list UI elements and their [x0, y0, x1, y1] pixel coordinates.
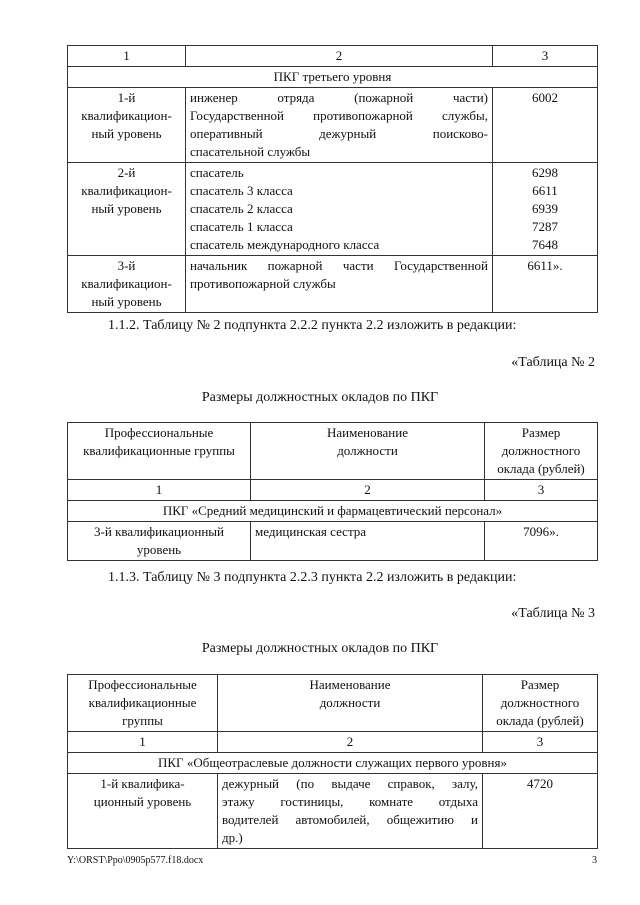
col-number: 3: [485, 480, 598, 501]
header-salary: Размер должностного оклада (рублей): [485, 423, 598, 480]
header-position: Наименование должности: [218, 675, 483, 732]
table-row: [68, 163, 598, 256]
page-number: 3: [592, 855, 597, 866]
table-1-group-row: [68, 67, 598, 88]
salary: 6298 6611 6939 7287 7648: [493, 163, 598, 256]
position-name: инженер отряда (пожарной части) Государственной противопожарной службы, оперативный дежурный поисково- спасательной службы: [186, 88, 493, 163]
col-number: 3: [483, 732, 598, 753]
col-number: 1: [68, 46, 186, 67]
table-3-number-row: [68, 732, 598, 753]
header-groups: Профессиональные квалификационные группы: [68, 423, 251, 480]
table-3: [67, 674, 598, 849]
col-number: 2: [186, 46, 493, 67]
table-2-header-row: [68, 423, 598, 480]
table-3-label: «Таблица № 3: [511, 606, 595, 621]
col-number: 2: [218, 732, 483, 753]
col-number: 1: [68, 480, 251, 501]
col-number: 3: [493, 46, 598, 67]
table-2-group-row: [68, 501, 598, 522]
table-2: [67, 422, 598, 561]
position-name: спасатель спасатель 3 класса спасатель 2 класса спасатель 1 класса спасатель международного класса: [186, 163, 493, 256]
col-number: 1: [68, 732, 218, 753]
position-name: медицинская сестра: [251, 522, 485, 561]
group-title: ПКГ «Общеотраслевые должности служащих первого уровня»: [68, 753, 598, 774]
paragraph-1-1-2: 1.1.2. Таблицу № 2 подпункта 2.2.2 пункта 2.2 изложить в редакции:: [108, 318, 517, 333]
qualification-level: 1-й квалификацион- ный уровень: [68, 88, 186, 163]
table-1-number-row: [68, 46, 598, 67]
qualification-level: 2-й квалификацион- ный уровень: [68, 163, 186, 256]
table-row: [68, 256, 598, 313]
header-groups: Профессиональные квалификационные группы: [68, 675, 218, 732]
position-name: начальник пожарной части Государственной противопожарной службы: [186, 256, 493, 313]
salary: 6611».: [493, 256, 598, 313]
group-title: ПКГ «Средний медицинский и фармацевтический персонал»: [68, 501, 598, 522]
position-name: дежурный (по выдаче справок, залу, этажу гостиницы, комнате отдыха водителей автомобилей, общежитию и др.): [218, 774, 483, 849]
qualification-level: 3-й квалификационный уровень: [68, 522, 251, 561]
table-3-group-row: [68, 753, 598, 774]
salary: 4720: [483, 774, 598, 849]
table-row: [68, 522, 598, 561]
salary: 6002: [493, 88, 598, 163]
table-2-label: «Таблица № 2: [511, 355, 595, 370]
table-3-caption: Размеры должностных окладов по ПКГ: [201, 641, 439, 656]
header-salary: Размер должностного оклада (рублей): [483, 675, 598, 732]
footer-file-path: Y:\ORST\Ppo\0905p577.f18.docx: [67, 855, 204, 866]
table-2-caption: Размеры должностных окладов по ПКГ: [201, 390, 439, 405]
table-row: [68, 774, 598, 849]
salary: 7096».: [485, 522, 598, 561]
table-3-header-row: [68, 675, 598, 732]
paragraph-1-1-3: 1.1.3. Таблицу № 3 подпункта 2.2.3 пункта 2.2 изложить в редакции:: [108, 570, 517, 585]
qualification-level: 1-й квалифика- ционный уровень: [68, 774, 218, 849]
qualification-level: 3-й квалификацион- ный уровень: [68, 256, 186, 313]
group-title: ПКГ третьего уровня: [68, 67, 598, 88]
col-number: 2: [251, 480, 485, 501]
table-1: [67, 45, 598, 313]
table-2-number-row: [68, 480, 598, 501]
table-row: [68, 88, 598, 163]
header-position: Наименование должности: [251, 423, 485, 480]
